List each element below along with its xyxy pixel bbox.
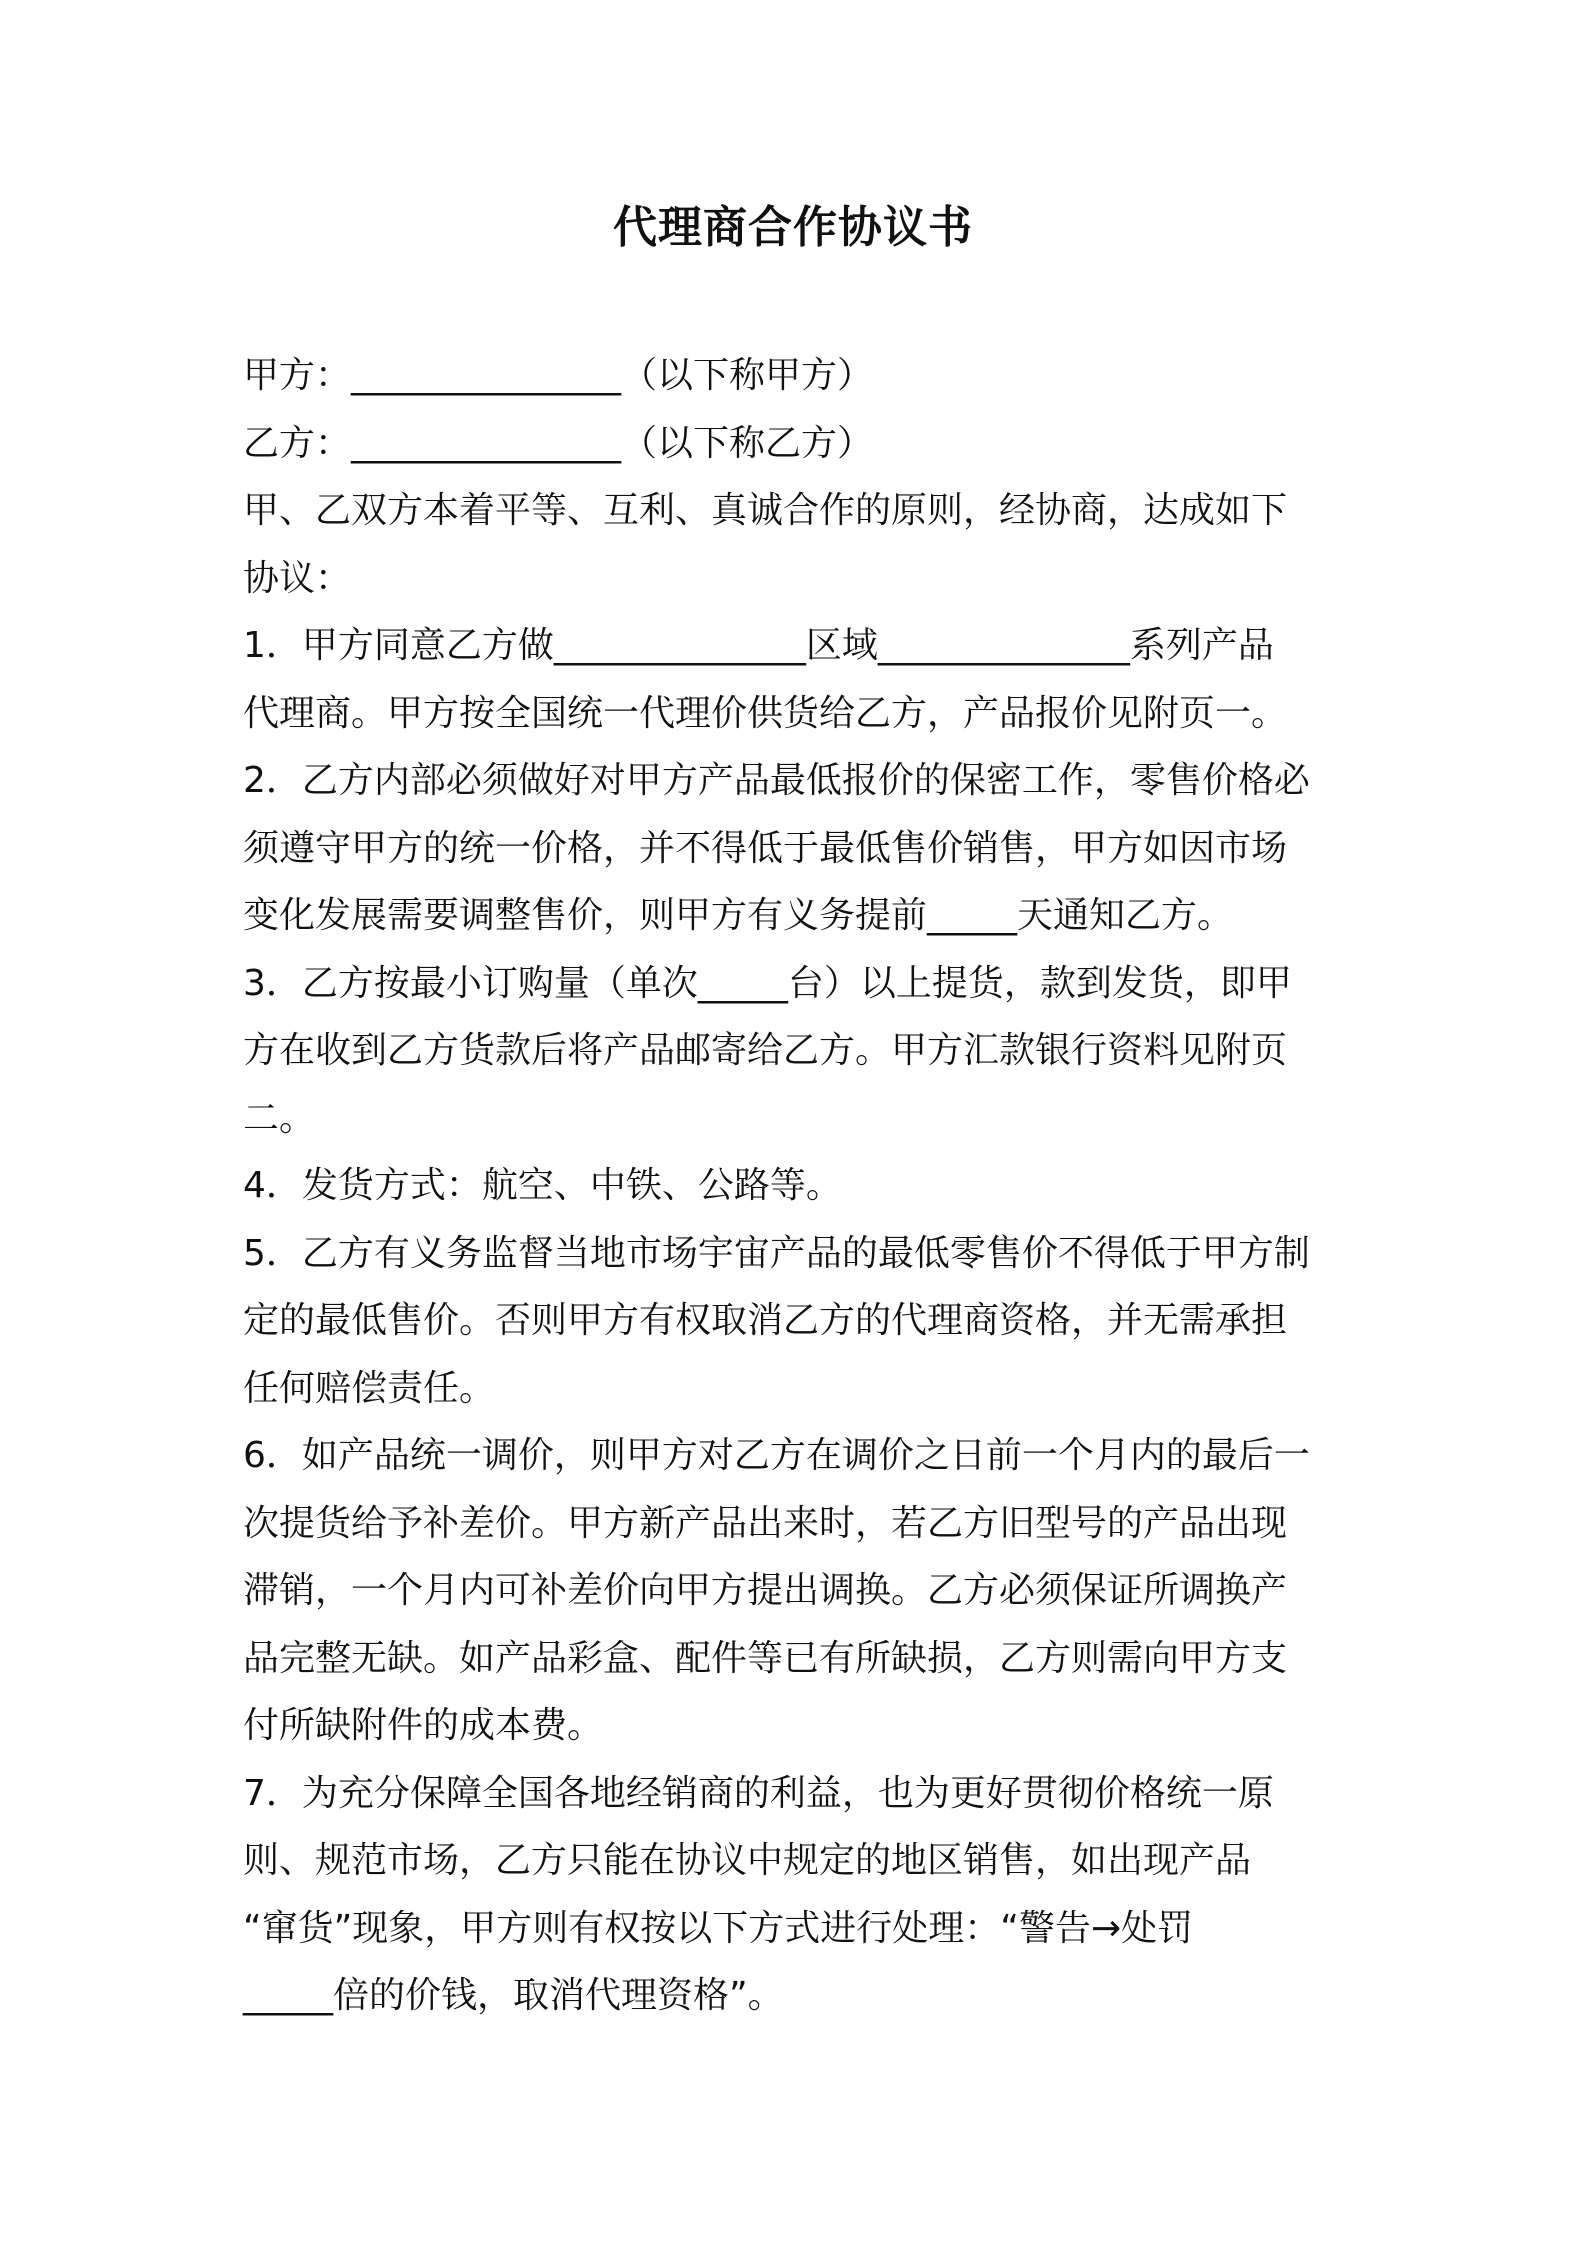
clause-6-line: 滞销，一个月内可补差价向甲方提出调换。乙方必须保证所调换产	[243, 1570, 1288, 1611]
clause-1-line: 1．甲方同意乙方做______________区域______________系列产品	[243, 625, 1274, 666]
clause-3-line: 方在收到乙方货款后将产品邮寄给乙方。甲方汇款银行资料见附页	[243, 1030, 1288, 1071]
clause-7-line: 则、规范市场，乙方只能在协议中规定的地区销售，如出现产品	[243, 1840, 1252, 1881]
clause-2-line: 2．乙方内部必须做好对甲方产品最低报价的保密工作，零售价格必	[243, 760, 1310, 801]
document-title: 代理商合作协议书	[613, 202, 973, 253]
party-b-line: 乙方：_______________（以下称乙方）	[243, 422, 874, 464]
clause-5-line: 5．乙方有义务监督当地市场宇宙产品的最低零售价不得低于甲方制	[243, 1232, 1310, 1274]
clause-6-line: 6．如产品统一调价，则甲方对乙方在调价之日前一个月内的最后一	[243, 1435, 1310, 1476]
clause-7-line: 7．为充分保障全国各地经销商的利益，也为更好贯彻价格统一原	[243, 1772, 1274, 1814]
party-a-line: 甲方：_______________（以下称甲方）	[243, 355, 874, 396]
clause-7-line: _____倍的价钱，取消代理资格”。	[243, 1975, 784, 2016]
clause-2-line: 变化发展需要调整售价，则甲方有义务提前_____天通知乙方。	[243, 895, 1234, 936]
clause-7-line: “窜货”现象，甲方则有权按以下方式进行处理：“警告→处罚	[243, 1907, 1194, 1949]
clause-3-line: 二。	[243, 1097, 316, 1139]
document-body	[243, 342, 1363, 2030]
clause-2-line: 须遵守甲方的统一价格，并不得低于最低售价销售，甲方如因市场	[243, 827, 1288, 869]
clause-6-line: 付所缺附件的成本费。	[243, 1705, 604, 1746]
clause-4-line: 4．发货方式：航空、中铁、公路等。	[243, 1165, 842, 1206]
clause-6-line: 次提货给予补差价。甲方新产品出来时，若乙方旧型号的产品出现	[243, 1502, 1288, 1544]
preamble-line: 甲、乙双方本着平等、互利、真诚合作的原则，经协商，达成如下	[243, 490, 1288, 531]
clause-5-line: 定的最低售价。否则甲方有权取消乙方的代理商资格，并无需承担	[243, 1300, 1288, 1341]
preamble-line: 协议：	[243, 557, 352, 599]
clause-1-line: 代理商。甲方按全国统一代理价供货给乙方，产品报价见附页一。	[243, 692, 1288, 734]
clause-5-line: 任何赔偿责任。	[243, 1367, 496, 1409]
clause-6-line: 品完整无缺。如产品彩盒、配件等已有所缺损，乙方则需向甲方支	[243, 1637, 1288, 1679]
clause-3-line: 3．乙方按最小订购量（单次_____台）以上提货，款到发货，即甲	[243, 962, 1292, 1004]
